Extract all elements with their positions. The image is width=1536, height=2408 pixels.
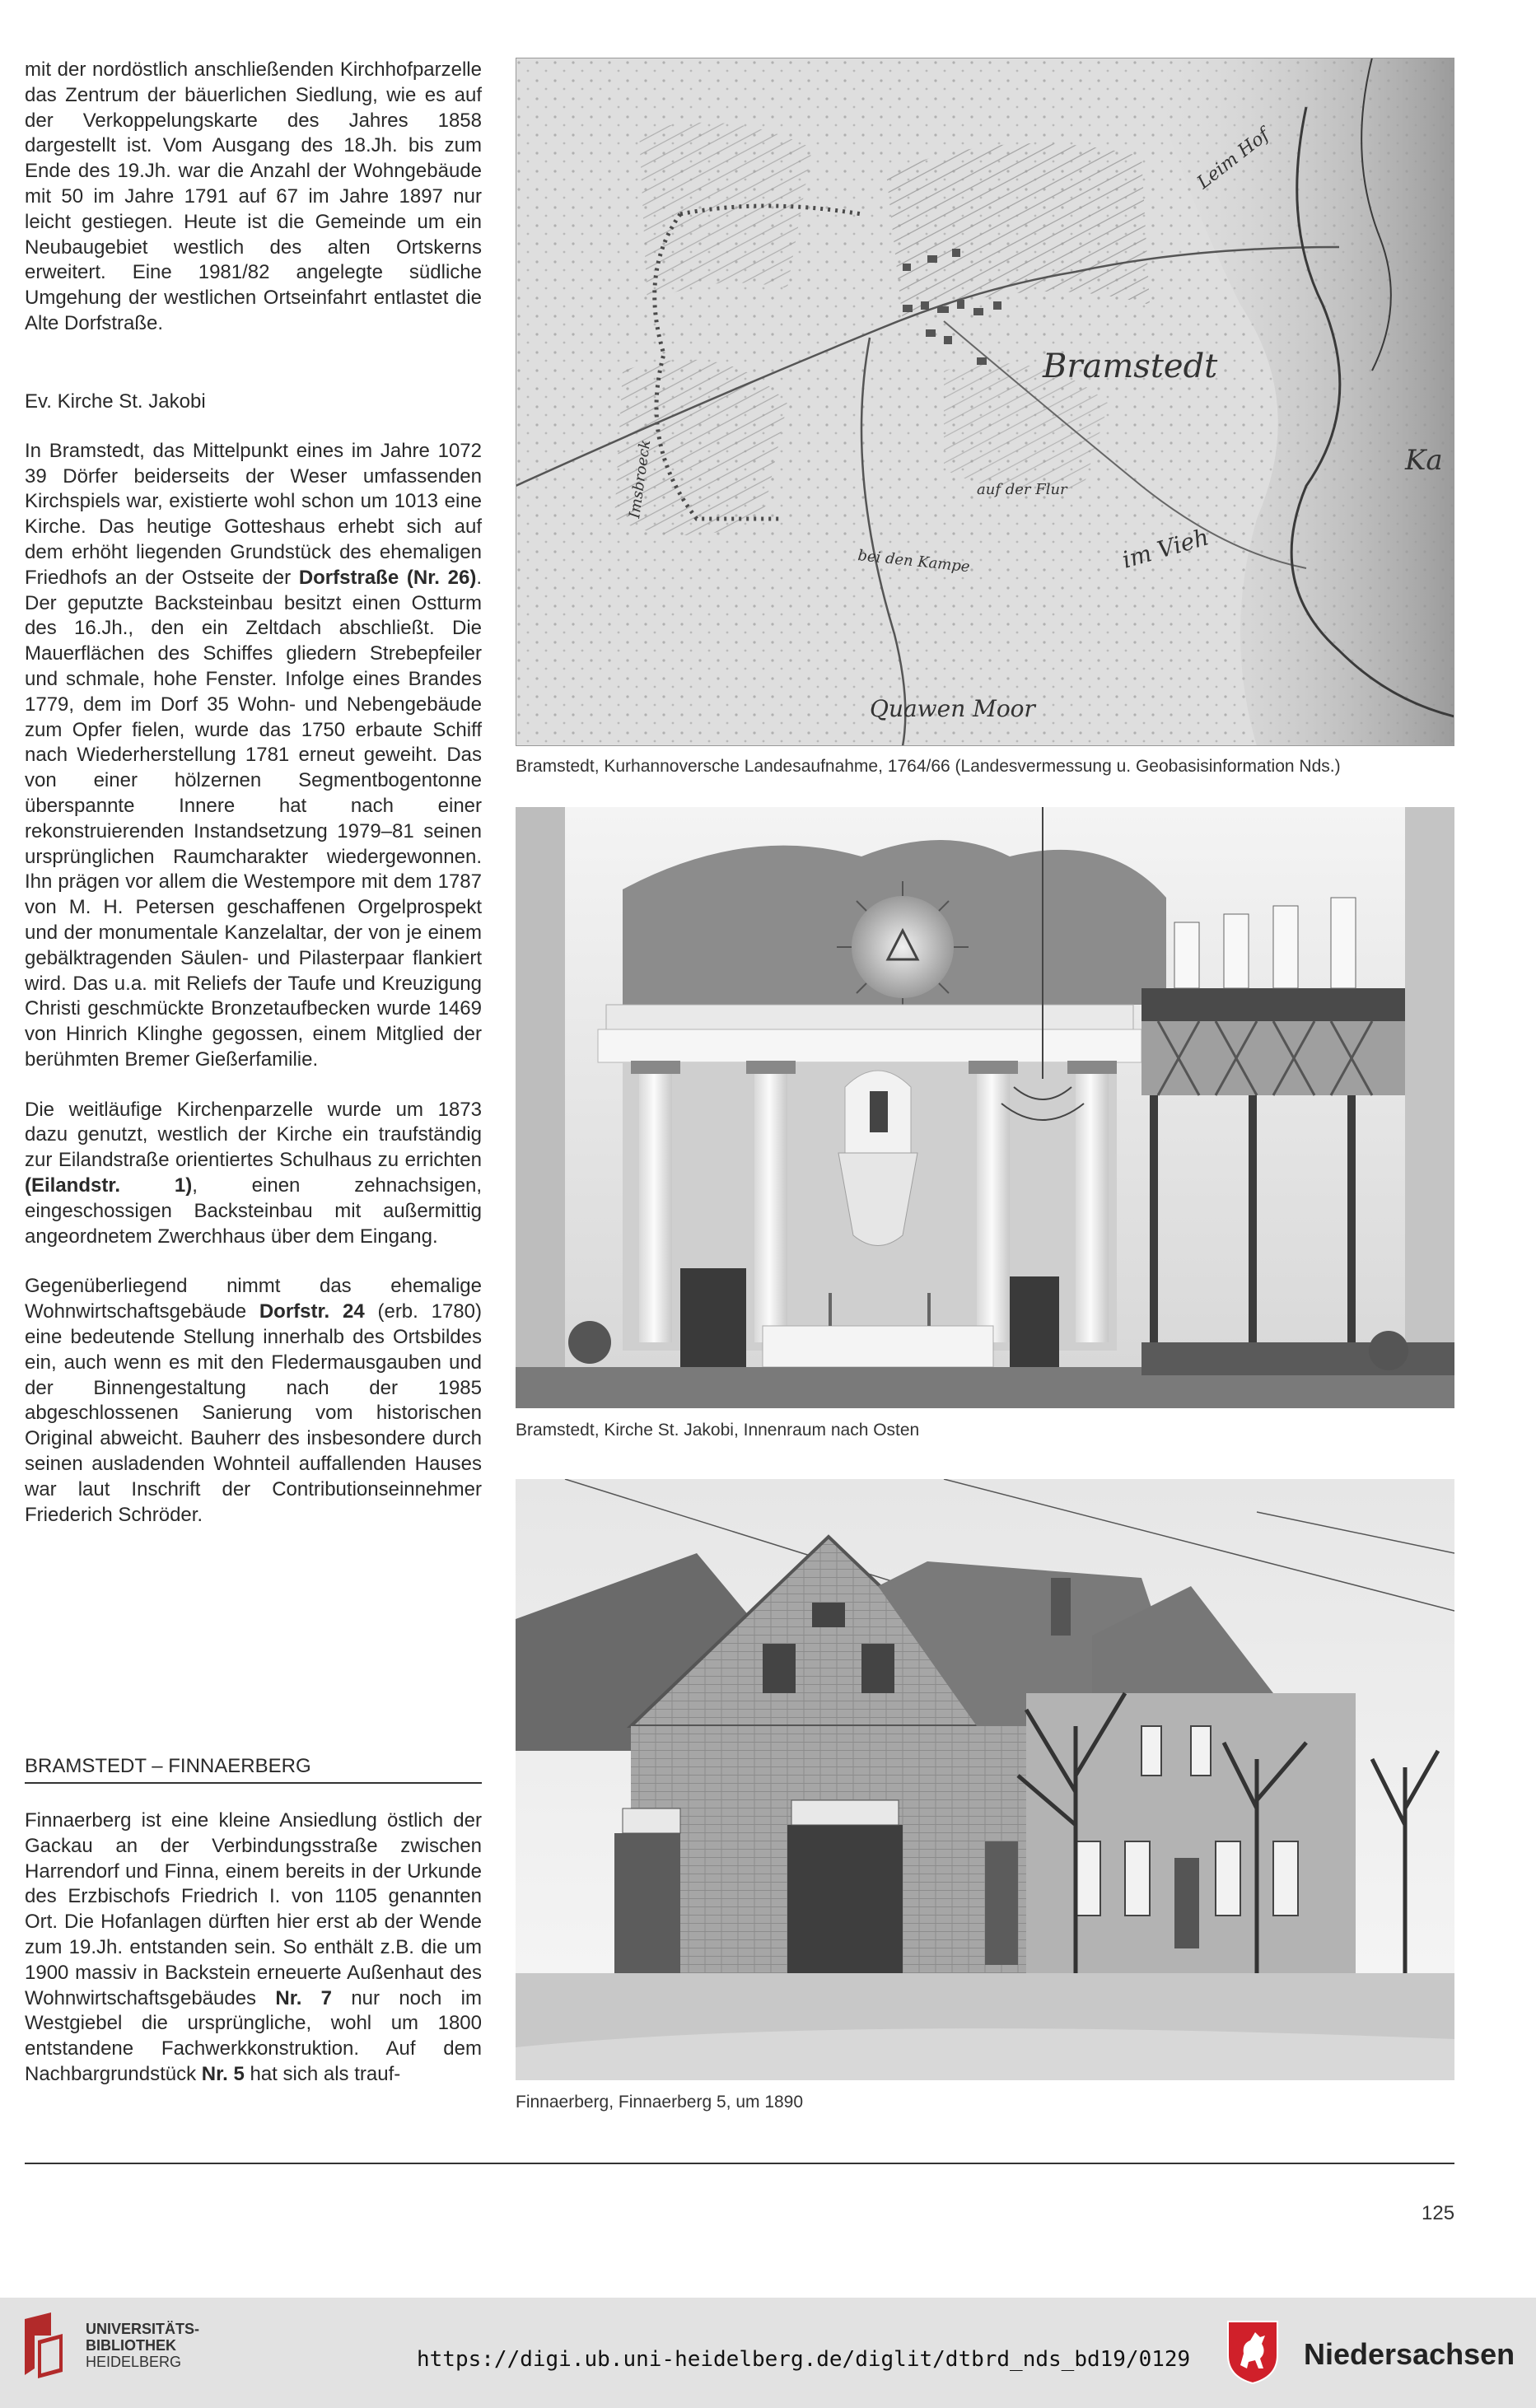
finna-text-a: Finnaerberg ist eine kleine Ansiedlung östlich der Gackau an der Verbindungsstraße zwischen Harrendorf und Finna, einem bereits in der Urkunde des Erzbischofs Friedrich I. von 1105 genannten Ort. Die Hofanlagen dürften hier erst ab der Wende zum 19.Jh. entstanden sein. So enthält z.B. die um 1900 massiv in Backstein erneuerte Außenhaut des Wohnwirtschaftsgebäudes bbox=[25, 1809, 482, 2009]
finnaerberg-text-column bbox=[25, 1808, 482, 2088]
map-caption: Bramstedt, Kurhannoversche Landesaufnahme, 1764/66 (Landesvermessung u. Geobasisinformation Nds.) bbox=[516, 757, 1341, 776]
map-label-leimhof: Leim Hof bbox=[1193, 124, 1273, 194]
ub-line-3: HEIDELBERG bbox=[86, 2354, 182, 2370]
footer-divider bbox=[25, 2163, 1454, 2164]
dorfstr-text-a: Gegenüberliegend nimmt das ehemalige Wohnwirtschaftsgebäude bbox=[25, 1275, 482, 1323]
finna-text-b: nur noch im Westgiebel die ursprüngliche, wohl um 1800 entstandene Fachwerkkonstruktion. Auf dem Nachbargrundstück bbox=[25, 1986, 483, 2085]
map-label-ka: Ka bbox=[1405, 444, 1443, 477]
finna-text-c: hat sich als trauf- bbox=[244, 2062, 401, 2085]
page-number: 125 bbox=[1422, 2202, 1455, 2224]
heading-underline bbox=[25, 1782, 482, 1784]
map-label-flur: auf der Flur bbox=[977, 481, 1067, 498]
map-label-kampe: bei den Kampe bbox=[857, 547, 971, 576]
section-heading-kirche: Ev. Kirche St. Jakobi bbox=[25, 390, 206, 413]
map-label-vieh: im Vieh bbox=[1118, 523, 1212, 574]
kirche-text-b: . Der geputzte Backsteinbau besitzt einen Ostturm des 16.Jh., den ein Zeltdach abschließt. Die Mauerflächen des Schiffes gliedern Strebepfeiler und schmale, hohe Fenster. Infolge eines Brandes 1779, dem im Dorf 35 Wohn- und Nebengebäude zum Opfer fielen, wurde das 1750 erbaute Schiff nach Wiederherstellung 1781 erneut geweiht. Das von einer hölzernen Segmentbogentonne überspannte Innere hat nach einer rekonstruierenden Instandsetzung 1979–81 seinen ursprünglichen Raumcharakter wiedergewonnen. Ihn prägen vor allem die Westempore mit dem 1787 von M. H. Petersen geschaffenen Orgelprospekt und der monumentale Kanzelaltar, der von je einem gebälktragenden Säulen- und Pilasterpaar flankiert wird. Das u.a. mit Reliefs der Taufe und Kreuzigung Christi geschmückte Bronzetaufbecken wurde 1469 von Hinrich Klinghe gegossen, einem Mitglied der berühmten Bremer Gießerfamilie. bbox=[25, 566, 483, 1071]
map-label-bramstedt: Bramstedt bbox=[1043, 348, 1218, 385]
dorfstr-text-b: (erb. 1780) eine bedeutende Stellung innerhalb des Ortsbildes ein, auch wenn es mit den Fledermausgauben und der Binnengestaltung nach der 1985 abgeschlossenen Sanierung vom historischen Original abweicht. Bauherr des insbesondere durch seinen ausladenden Wohnteil auffallenden Hauses war laut Inschrift der Contributionseinnehmer Friederich Schröder. bbox=[25, 1300, 482, 1526]
kirche-paragraph bbox=[25, 439, 482, 1073]
ub-line-2: BIBLIOTHEK bbox=[86, 2337, 176, 2354]
finnaerberg-paragraph bbox=[25, 1808, 482, 2088]
permalink-url[interactable]: https://digi.ub.uni-heidelberg.de/diglit/dtbrd_nds_bd19/0129 bbox=[417, 2347, 1191, 2372]
historic-map-image bbox=[516, 58, 1454, 746]
interior-caption: Bramstedt, Kirche St. Jakobi, Innenraum nach Osten bbox=[516, 1421, 920, 1440]
niedersachsen-horse-crest-icon[interactable] bbox=[1226, 2319, 1280, 2385]
map-label-quawen: Quawen Moor bbox=[870, 695, 1035, 722]
map-label-imsbroeck: Imsbroeck bbox=[626, 438, 655, 520]
schulhaus-text-b: , einen zehnachsigen, eingeschossigen Backsteinbau mit außermittig angeordnetem Zwerchhaus über dem Eingang. bbox=[25, 1174, 482, 1248]
ub-heidelberg-logo-icon[interactable] bbox=[18, 2311, 69, 2382]
church-interior-photo bbox=[516, 807, 1454, 1408]
niedersachsen-wordmark[interactable]: Niedersachsen bbox=[1304, 2337, 1515, 2371]
kirche-address: Dorfstraße (Nr. 26) bbox=[298, 566, 477, 589]
intro-paragraph: mit der nordöstlich anschließenden Kirchhofparzelle das Zentrum der bäuerlichen Siedlung, wie es auf der Verkoppelungskarte des Jahres 1858 dargestellt ist. Vom Ausgang des 18.Jh. bis zum Ende des 19.Jh. war die Anzahl der Wohngebäude mit 50 im Jahre 1791 auf 67 im Jahre 1897 nur leicht gestiegen. Heute ist die Gemeinde um ein Neubaugebiet westlich des alten Ortskerns erweitert. Eine 1981/82 angelegte südliche Umgehung der westlichen Ortseinfahrt entlastet die Alte Dorfstraße. bbox=[25, 58, 482, 334]
left-text-column bbox=[25, 58, 482, 1528]
ub-line-1: UNIVERSITÄTS- bbox=[86, 2321, 200, 2337]
schulhaus-text-a: Die weitläufige Kirchenparzelle wurde um 1873 dazu genutzt, westlich der Kirche ein traufständig zur Eilandstraße orientiertes Schulhaus zu errichten bbox=[25, 1098, 482, 1172]
farmhouse-caption: Finnaerberg, Finnaerberg 5, um 1890 bbox=[516, 2093, 804, 2112]
ub-heidelberg-wordmark[interactable] bbox=[86, 2321, 199, 2370]
dorfstr-paragraph bbox=[25, 1274, 482, 1528]
kirche-text-a: In Bramstedt, das Mittelpunkt eines im Jahre 1072 39 Dörfer beiderseits der Weser umfassenden Kirchspiels war, existierte wohl schon um 1013 eine Kirche. Das heutige Gotteshaus erhebt sich auf dem erhöht liegenden Grundstück des ehemaligen Friedhofs an der Ostseite der bbox=[25, 439, 482, 589]
schulhaus-paragraph bbox=[25, 1098, 482, 1250]
schulhaus-address: (Eilandstr. 1) bbox=[25, 1174, 193, 1197]
dorfstr-address: Dorfstr. 24 bbox=[259, 1300, 365, 1323]
finna-nr5: Nr. 5 bbox=[201, 2062, 245, 2085]
farmhouse-photo bbox=[516, 1479, 1454, 2080]
section-heading-finnaerberg: BRAMSTEDT – FINNAERBERG bbox=[25, 1755, 311, 1777]
finna-nr7: Nr. 7 bbox=[275, 1986, 333, 2009]
